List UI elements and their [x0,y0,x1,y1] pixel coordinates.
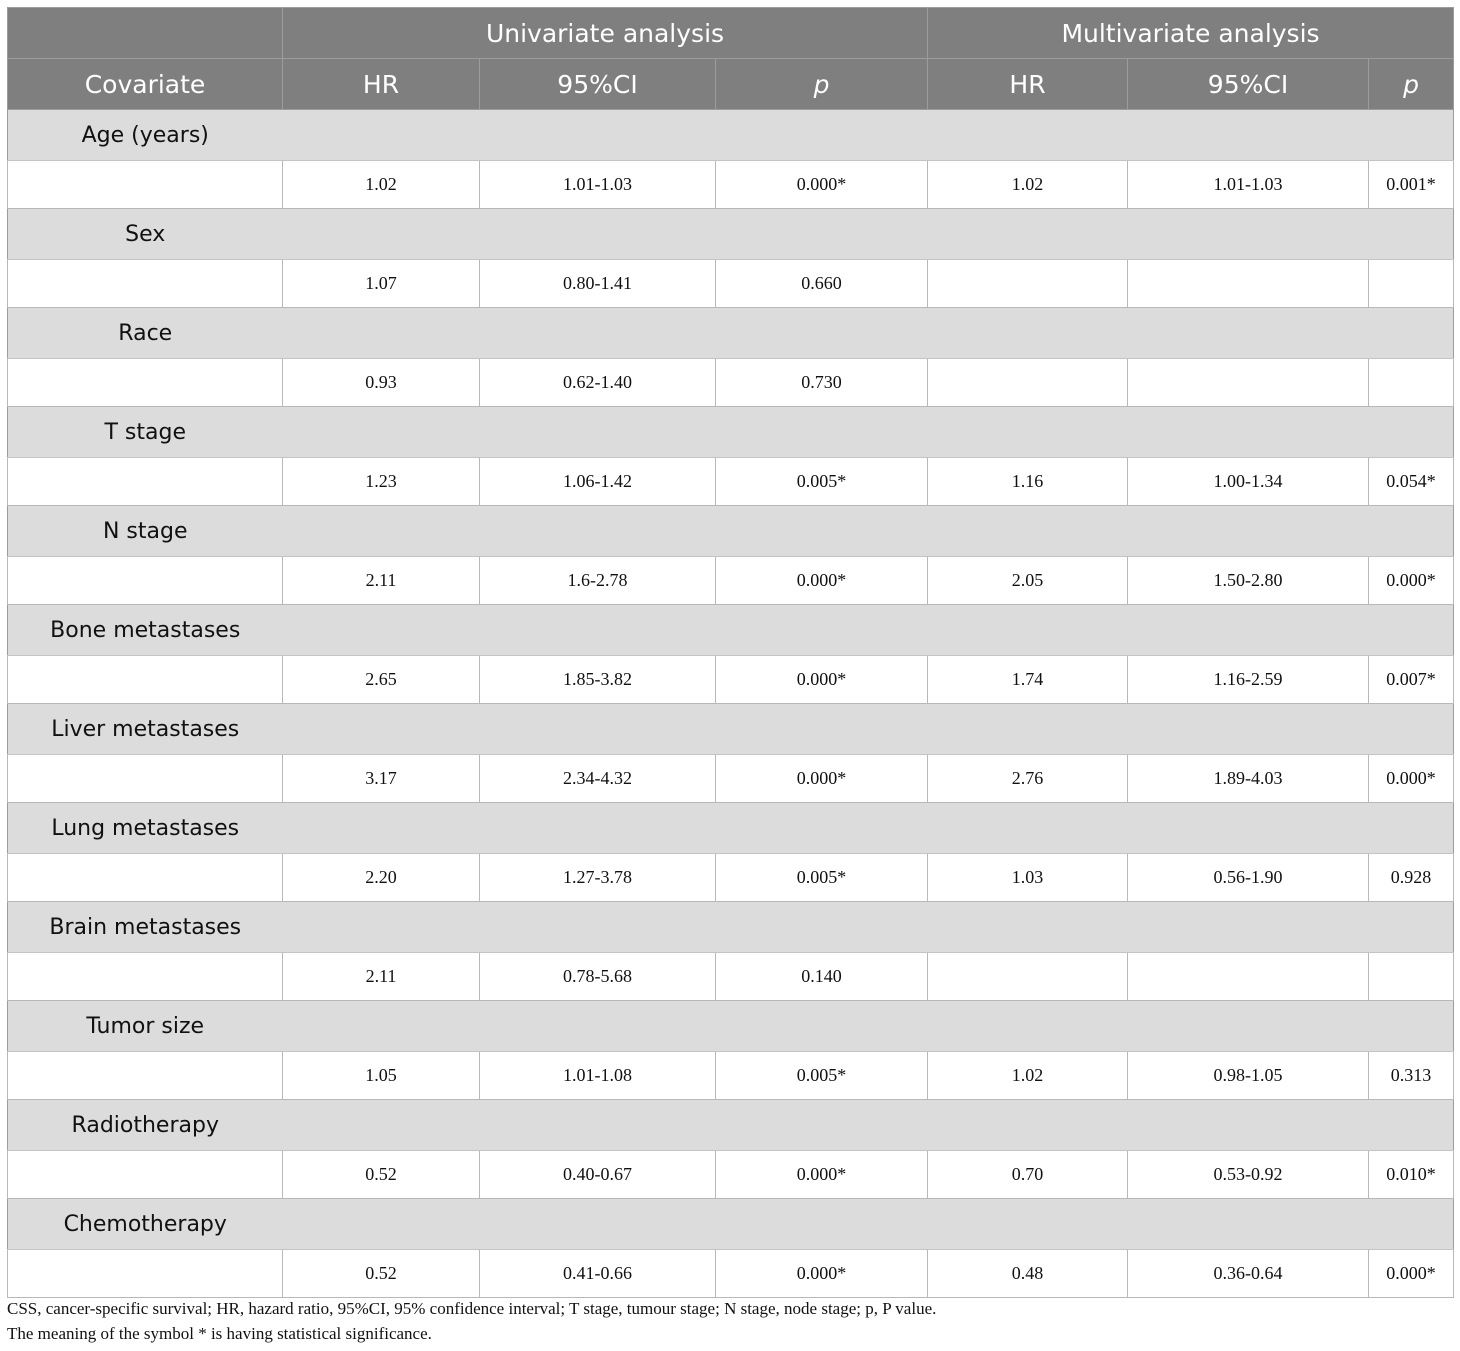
values-row-empty-cell [8,953,283,1001]
multivariate-ci-cell: 1.50-2.80 [1128,557,1369,605]
header-empty-cell [8,8,283,59]
multivariate-hr-cell [928,953,1128,1001]
covariate-row-fill [283,506,1454,557]
values-row [8,458,1454,506]
covariate-label: Liver metastases [8,704,283,755]
multivariate-ci-cell: 0.36-0.64 [1128,1250,1369,1298]
multivariate-p-cell: 0.054* [1369,458,1454,506]
univariate-hr-cell: 1.02 [283,161,480,209]
multivariate-hr-cell [928,260,1128,308]
covariate-label: Lung metastases [8,803,283,854]
univariate-p-cell: 0.000* [716,1151,928,1199]
footnote-significance: The meaning of the symbol * is having statistical significance. [7,1324,432,1343]
covariate-label: Tumor size [8,1001,283,1052]
multivariate-p-cell: 0.000* [1369,755,1454,803]
values-row-empty-cell [8,755,283,803]
values-row-empty-cell [8,1052,283,1100]
univariate-hr-cell: 2.20 [283,854,480,902]
univariate-ci-cell: 0.62-1.40 [480,359,716,407]
univariate-p-cell: 0.000* [716,656,928,704]
values-row-empty-cell [8,1151,283,1199]
covariate-label: Race [8,308,283,359]
univariate-ci-cell: 0.78-5.68 [480,953,716,1001]
univariate-hr-cell: 2.11 [283,953,480,1001]
univariate-hr-cell: 0.52 [283,1250,480,1298]
values-row-empty-cell [8,260,283,308]
values-row-empty-cell [8,359,283,407]
univariate-p-cell: 0.005* [716,854,928,902]
multivariate-hr-cell: 2.76 [928,755,1128,803]
table-footnotes [7,1296,936,1346]
cox-regression-table [7,7,1454,1298]
univariate-p-cell: 0.000* [716,1250,928,1298]
multivariate-hr-cell: 1.16 [928,458,1128,506]
values-row [8,1250,1454,1298]
covariate-row [8,605,1454,656]
covariate-row [8,110,1454,161]
univariate-p-cell: 0.140 [716,953,928,1001]
header-multivariate-p: p [1369,59,1454,110]
results-table-container [7,7,1453,1298]
values-row [8,359,1454,407]
header-univariate: Univariate analysis [283,8,928,59]
covariate-row-fill [283,110,1454,161]
covariate-row [8,506,1454,557]
covariate-row [8,1100,1454,1151]
univariate-p-cell: 0.000* [716,161,928,209]
univariate-hr-cell: 1.05 [283,1052,480,1100]
univariate-hr-cell: 0.93 [283,359,480,407]
multivariate-p-cell: 0.000* [1369,1250,1454,1298]
covariate-row [8,209,1454,260]
covariate-row [8,902,1454,953]
header-multivariate: Multivariate analysis [928,8,1454,59]
univariate-ci-cell: 2.34-4.32 [480,755,716,803]
covariate-row-fill [283,1001,1454,1052]
covariate-row-fill [283,902,1454,953]
table-body [8,110,1454,1298]
multivariate-ci-cell: 1.00-1.34 [1128,458,1369,506]
multivariate-ci-cell: 1.89-4.03 [1128,755,1369,803]
multivariate-ci-cell [1128,260,1369,308]
header-multivariate-hr: HR [928,59,1128,110]
multivariate-ci-cell: 1.16-2.59 [1128,656,1369,704]
univariate-hr-cell: 2.65 [283,656,480,704]
values-row-empty-cell [8,656,283,704]
univariate-hr-cell: 2.11 [283,557,480,605]
covariate-label: Chemotherapy [8,1199,283,1250]
values-row-empty-cell [8,854,283,902]
covariate-row [8,1001,1454,1052]
covariate-row-fill [283,803,1454,854]
covariate-row-fill [283,1100,1454,1151]
univariate-ci-cell: 1.01-1.03 [480,161,716,209]
multivariate-hr-cell: 1.74 [928,656,1128,704]
covariate-row-fill [283,209,1454,260]
multivariate-p-cell: 0.007* [1369,656,1454,704]
header-row-groups [8,8,1454,59]
values-row-empty-cell [8,557,283,605]
covariate-row-fill [283,308,1454,359]
multivariate-p-cell [1369,953,1454,1001]
univariate-ci-cell: 1.01-1.08 [480,1052,716,1100]
multivariate-hr-cell: 1.03 [928,854,1128,902]
univariate-ci-cell: 0.80-1.41 [480,260,716,308]
multivariate-hr-cell: 2.05 [928,557,1128,605]
values-row-empty-cell [8,1250,283,1298]
univariate-hr-cell: 1.07 [283,260,480,308]
covariate-row-fill [283,407,1454,458]
univariate-p-cell: 0.005* [716,1052,928,1100]
univariate-ci-cell: 0.40-0.67 [480,1151,716,1199]
covariate-row [8,308,1454,359]
footnote-abbreviations: CSS, cancer-specific survival; HR, hazard ratio, 95%CI, 95% confidence interval; T stage, tumour stage; N stage, node stage; p, P value. [7,1299,937,1318]
univariate-hr-cell: 1.23 [283,458,480,506]
multivariate-ci-cell: 0.53-0.92 [1128,1151,1369,1199]
multivariate-p-cell: 0.010* [1369,1151,1454,1199]
values-row [8,1052,1454,1100]
multivariate-ci-cell: 0.56-1.90 [1128,854,1369,902]
values-row-empty-cell [8,161,283,209]
multivariate-p-cell: 0.000* [1369,557,1454,605]
header-multivariate-ci: 95%CI [1128,59,1369,110]
covariate-row-fill [283,704,1454,755]
multivariate-ci-cell: 1.01-1.03 [1128,161,1369,209]
univariate-ci-cell: 1.27-3.78 [480,854,716,902]
header-covariate: Covariate [8,59,283,110]
multivariate-hr-cell: 0.48 [928,1250,1128,1298]
covariate-row [8,704,1454,755]
values-row [8,161,1454,209]
multivariate-ci-cell [1128,359,1369,407]
header-univariate-p: p [716,59,928,110]
univariate-p-cell: 0.660 [716,260,928,308]
values-row-empty-cell [8,458,283,506]
univariate-ci-cell: 1.06-1.42 [480,458,716,506]
covariate-label: Bone metastases [8,605,283,656]
univariate-p-cell: 0.000* [716,755,928,803]
covariate-label: Age (years) [8,110,283,161]
covariate-label: T stage [8,407,283,458]
multivariate-ci-cell [1128,953,1369,1001]
values-row [8,260,1454,308]
univariate-ci-cell: 1.85-3.82 [480,656,716,704]
covariate-label: Radiotherapy [8,1100,283,1151]
covariate-label: Sex [8,209,283,260]
covariate-label: N stage [8,506,283,557]
header-row-columns [8,59,1454,110]
multivariate-hr-cell: 0.70 [928,1151,1128,1199]
values-row [8,1151,1454,1199]
multivariate-p-cell: 0.928 [1369,854,1454,902]
multivariate-p-cell: 0.313 [1369,1052,1454,1100]
univariate-hr-cell: 0.52 [283,1151,480,1199]
covariate-row [8,803,1454,854]
univariate-p-cell: 0.005* [716,458,928,506]
values-row [8,953,1454,1001]
values-row [8,656,1454,704]
univariate-p-cell: 0.730 [716,359,928,407]
values-row [8,755,1454,803]
header-univariate-ci: 95%CI [480,59,716,110]
multivariate-ci-cell: 0.98-1.05 [1128,1052,1369,1100]
multivariate-hr-cell: 1.02 [928,161,1128,209]
univariate-hr-cell: 3.17 [283,755,480,803]
multivariate-hr-cell [928,359,1128,407]
univariate-ci-cell: 0.41-0.66 [480,1250,716,1298]
covariate-label: Brain metastases [8,902,283,953]
covariate-row [8,1199,1454,1250]
values-row [8,557,1454,605]
values-row [8,854,1454,902]
multivariate-p-cell: 0.001* [1369,161,1454,209]
header-univariate-hr: HR [283,59,480,110]
covariate-row-fill [283,605,1454,656]
covariate-row-fill [283,1199,1454,1250]
univariate-ci-cell: 1.6-2.78 [480,557,716,605]
univariate-p-cell: 0.000* [716,557,928,605]
covariate-row [8,407,1454,458]
multivariate-p-cell [1369,260,1454,308]
multivariate-p-cell [1369,359,1454,407]
multivariate-hr-cell: 1.02 [928,1052,1128,1100]
